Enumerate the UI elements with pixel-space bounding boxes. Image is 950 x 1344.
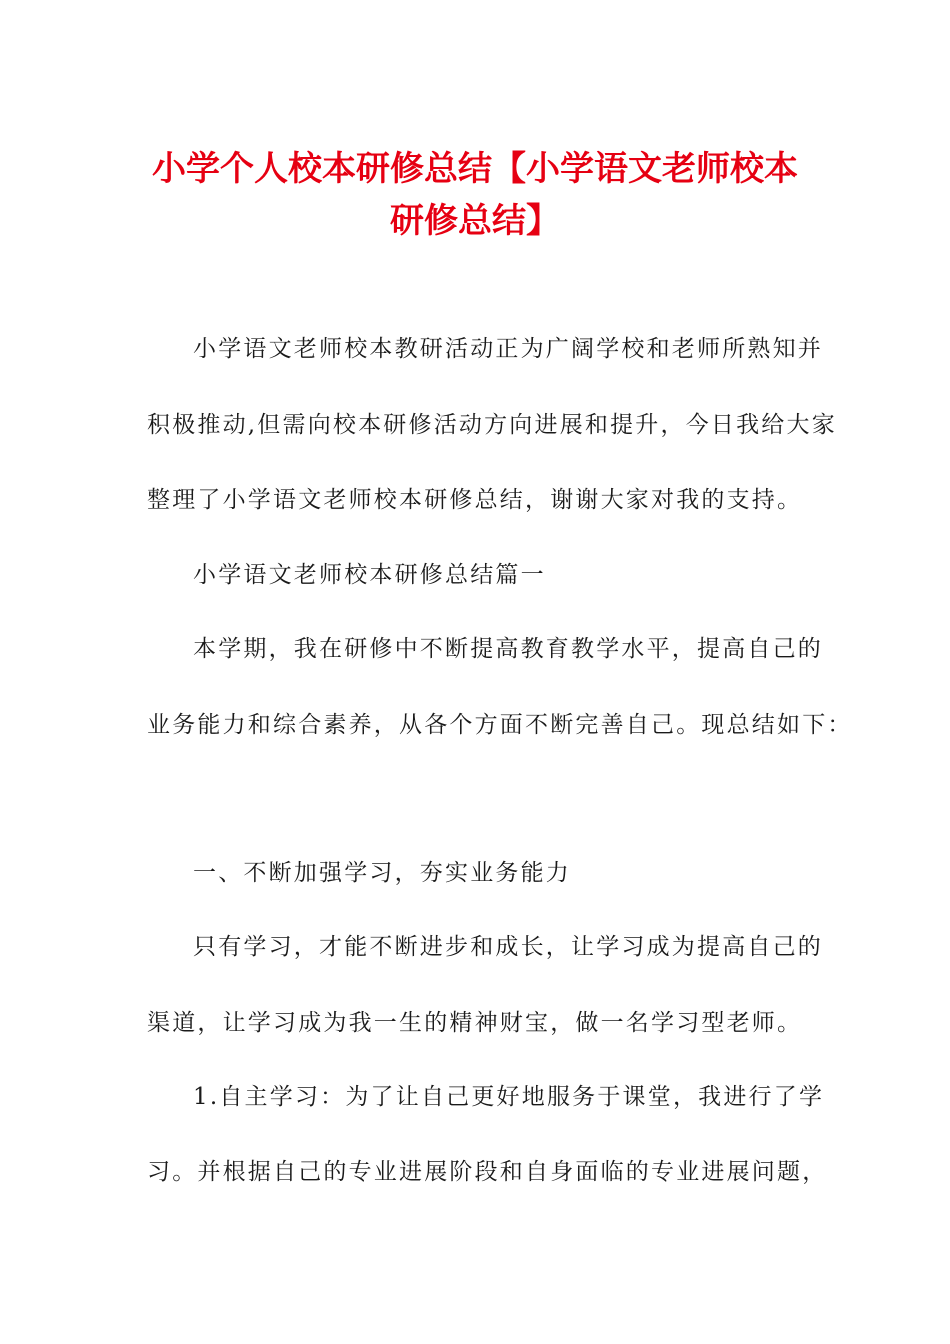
paragraph-intro-line-3: 整理了小学语文老师校本研修总结，谢谢大家对我的支持。	[147, 487, 803, 513]
paragraph-learning-line-1: 只有学习，才能不断进步和成长，让学习成为提高自己的	[193, 934, 823, 960]
paragraph-intro-line-1: 小学语文老师校本教研活动正为广阔学校和老师所熟知并	[193, 336, 823, 362]
paragraph-summary-line-2: 业务能力和综合素养，从各个方面不断完善自己。现总结如下：	[147, 712, 853, 738]
paragraph-learning-line-2: 渠道，让学习成为我一生的精神财宝，做一名学习型老师。	[147, 1010, 803, 1036]
document-title-line-2: 研修总结】	[390, 201, 560, 241]
section-heading-part-one: 小学语文老师校本研修总结篇一	[193, 562, 546, 588]
document-title-line-1: 小学个人校本研修总结【小学语文老师校本	[152, 149, 798, 189]
paragraph-intro-line-2: 积极推动,但需向校本研修活动方向进展和提升，今日我给大家	[147, 412, 837, 438]
paragraph-self-study-line-2: 习。并根据自己的专业进展阶段和自身面临的专业进展问题，	[147, 1159, 828, 1185]
paragraph-self-study-line-1: 1.自主学习：为了让自己更好地服务于课堂，我进行了学	[193, 1084, 825, 1110]
paragraph-summary-line-1: 本学期，我在研修中不断提高教育教学水平，提高自己的	[193, 636, 823, 662]
subheading-strengthen-learning: 一、不断加强学习，夯实业务能力	[193, 860, 571, 886]
